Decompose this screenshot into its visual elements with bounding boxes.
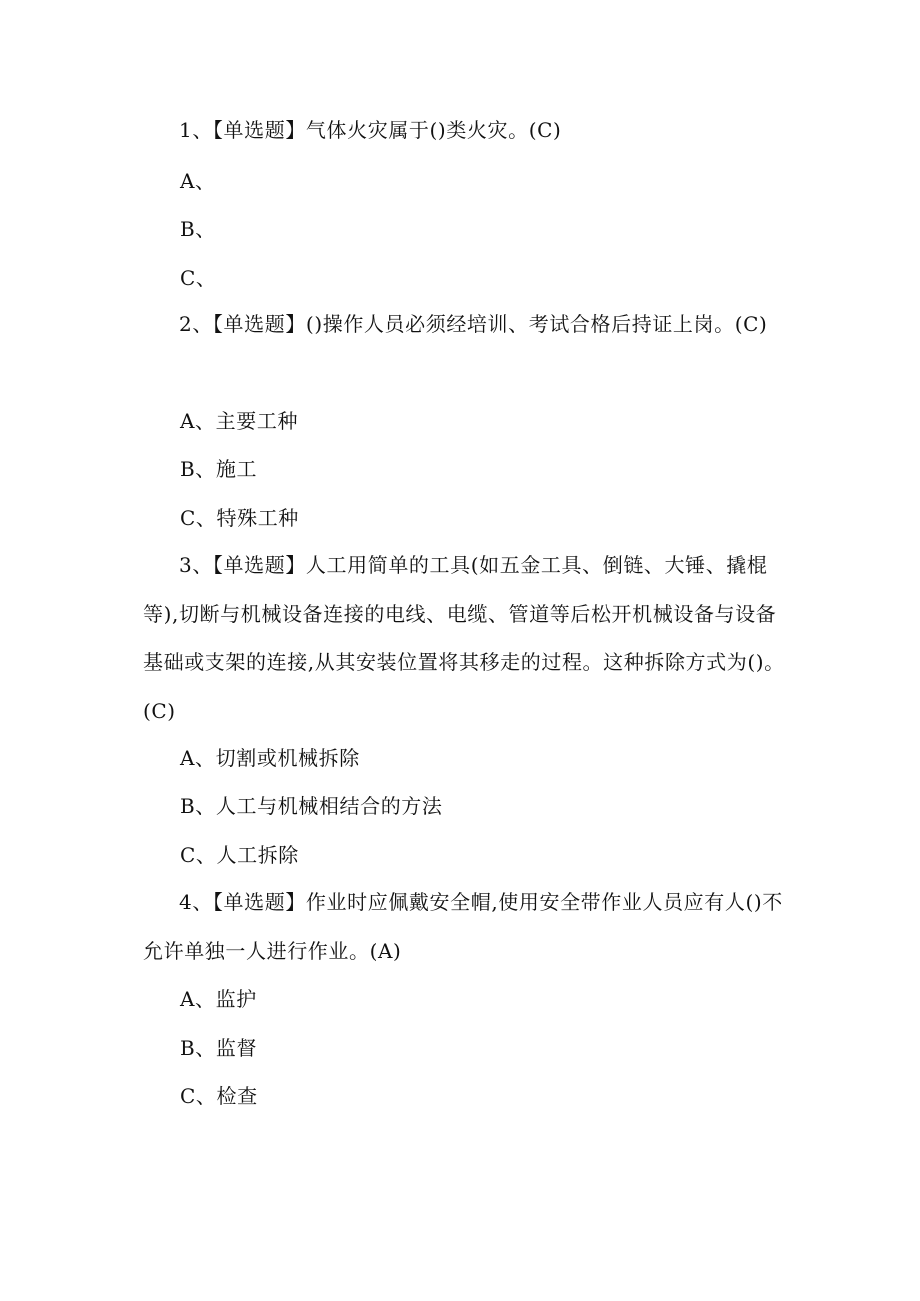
option-c: C、检查 xyxy=(180,1084,258,1108)
option-a: A、监护 xyxy=(180,987,257,1011)
option-c: C、人工拆除 xyxy=(180,843,299,867)
option-b: B、 xyxy=(180,217,216,241)
option-b: B、施工 xyxy=(180,457,258,481)
option-a: A、 xyxy=(180,169,216,193)
option-b: B、监督 xyxy=(180,1036,258,1060)
option-a: A、主要工种 xyxy=(180,409,299,433)
question-stem: 1、【单选题】气体火灾属于()类火灾。(C) xyxy=(179,118,562,142)
option-b: B、人工与机械相结合的方法 xyxy=(180,794,443,818)
option-a: A、切割或机械拆除 xyxy=(180,746,360,770)
option-c: C、特殊工种 xyxy=(180,506,299,530)
question-stem: 4、【单选题】作业时应佩戴安全帽,使用安全带作业人员应有人()不允许单独一人进行作业。(A) xyxy=(143,890,783,963)
option-c: C、 xyxy=(180,266,217,290)
question-stem: 2、【单选题】()操作人员必须经培训、考试合格后持证上岗。(C) xyxy=(179,312,768,336)
question-stem: 3、【单选题】人工用简单的工具(如五金工具、倒链、大锤、撬棍等),切断与机械设备连接的电线、电缆、管道等后松开机械设备与设备基础或支架的连接,从其安装位置将其移走的过程。这种拆除方式为()。(C) xyxy=(143,553,785,723)
